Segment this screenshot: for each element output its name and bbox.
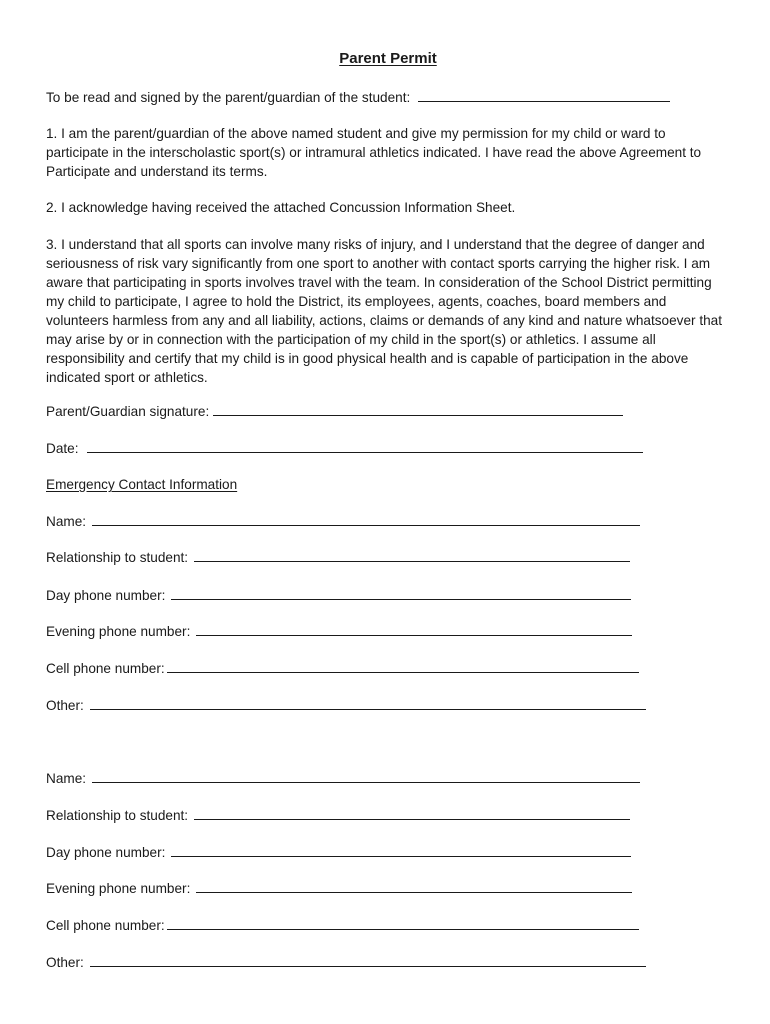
paragraph-permission: 1. I am the parent/guardian of the above named student and give my permission for my child or ward to participate in the interscholastic sport(s) or intramural athletics indicated. I have read the above Agreement to Participate and understand its terms.	[46, 126, 702, 179]
contact-2-evening-phone-input[interactable]	[196, 879, 632, 893]
page-title: Parent Permit	[339, 50, 437, 67]
contact-cell-phone-label: Cell phone number:	[46, 918, 165, 933]
parent-permit-form	[46, 0, 730, 1024]
contact-1-cell-phone-row	[46, 659, 639, 678]
signature-row	[46, 402, 623, 421]
contact-day-phone-label: Day phone number:	[46, 845, 166, 860]
contact-1-cell-phone-input[interactable]	[167, 659, 639, 673]
contact-2-other-input[interactable]	[90, 953, 646, 967]
contact-cell-phone-label: Cell phone number:	[46, 661, 165, 676]
contact-1-day-phone-input[interactable]	[171, 586, 631, 600]
signature-label: Parent/Guardian signature:	[46, 404, 210, 419]
contact-name-label: Name:	[46, 514, 87, 529]
contact-2-cell-phone-input[interactable]	[167, 916, 639, 930]
date-label: Date:	[46, 441, 79, 456]
contact-1-name-row	[46, 512, 640, 531]
contact-2-day-phone-input[interactable]	[171, 843, 631, 857]
student-name-input[interactable]	[418, 88, 670, 102]
contact-1-name-input[interactable]	[92, 512, 640, 526]
emergency-contact-heading: Emergency Contact Information	[46, 477, 238, 492]
date-row	[46, 439, 643, 458]
contact-2-name-row	[46, 769, 640, 788]
contact-relationship-label: Relationship to student:	[46, 550, 189, 565]
contact-2-name-input[interactable]	[92, 769, 640, 783]
signature-input[interactable]	[213, 402, 623, 416]
contact-other-label: Other:	[46, 698, 84, 713]
contact-1-evening-phone-input[interactable]	[196, 622, 632, 636]
contact-1-relationship-input[interactable]	[194, 548, 630, 562]
contact-relationship-label: Relationship to student:	[46, 808, 189, 823]
paragraph-liability: 3. I understand that all sports can involve many risks of injury, and I understand that the degree of danger and seriousness of risk vary significantly from one sport to another with contact sports carrying the higher risk. I am aware that participating in sports involves travel with the team. In consideration of the School District permitting my child to participate, I agree to hold the District, its employees, agents, coaches, board members and volunteers harmless from any and all liability, actions, claims or demands of any kind and nature whatsoever that may arise by or in connection with the participation of my child in the sport(s) or athletics. I assume all responsibility and certify that my child is in good physical health and is capable of participation in the above indicated sport or athletics.	[46, 237, 722, 385]
contact-1-day-phone-row	[46, 586, 631, 605]
contact-1-relationship-row	[46, 548, 630, 567]
contact-evening-phone-label: Evening phone number:	[46, 881, 191, 896]
contact-name-label: Name:	[46, 771, 87, 786]
contact-2-evening-phone-row	[46, 879, 632, 898]
contact-day-phone-label: Day phone number:	[46, 588, 166, 603]
contact-2-day-phone-row	[46, 843, 631, 862]
contact-2-relationship-row	[46, 806, 630, 825]
contact-2-relationship-input[interactable]	[194, 806, 630, 820]
paragraph-concussion: 2. I acknowledge having received the attached Concussion Information Sheet.	[46, 200, 516, 215]
contact-1-other-input[interactable]	[90, 696, 646, 710]
contact-2-cell-phone-row	[46, 916, 639, 935]
contact-other-label: Other:	[46, 955, 84, 970]
contact-1-other-row	[46, 696, 646, 715]
student-name-row	[46, 88, 670, 107]
contact-2-other-row	[46, 953, 646, 972]
date-input[interactable]	[87, 439, 643, 453]
contact-evening-phone-label: Evening phone number:	[46, 624, 191, 639]
contact-1-evening-phone-row	[46, 622, 632, 641]
student-name-label: To be read and signed by the parent/guardian of the student:	[46, 90, 411, 105]
